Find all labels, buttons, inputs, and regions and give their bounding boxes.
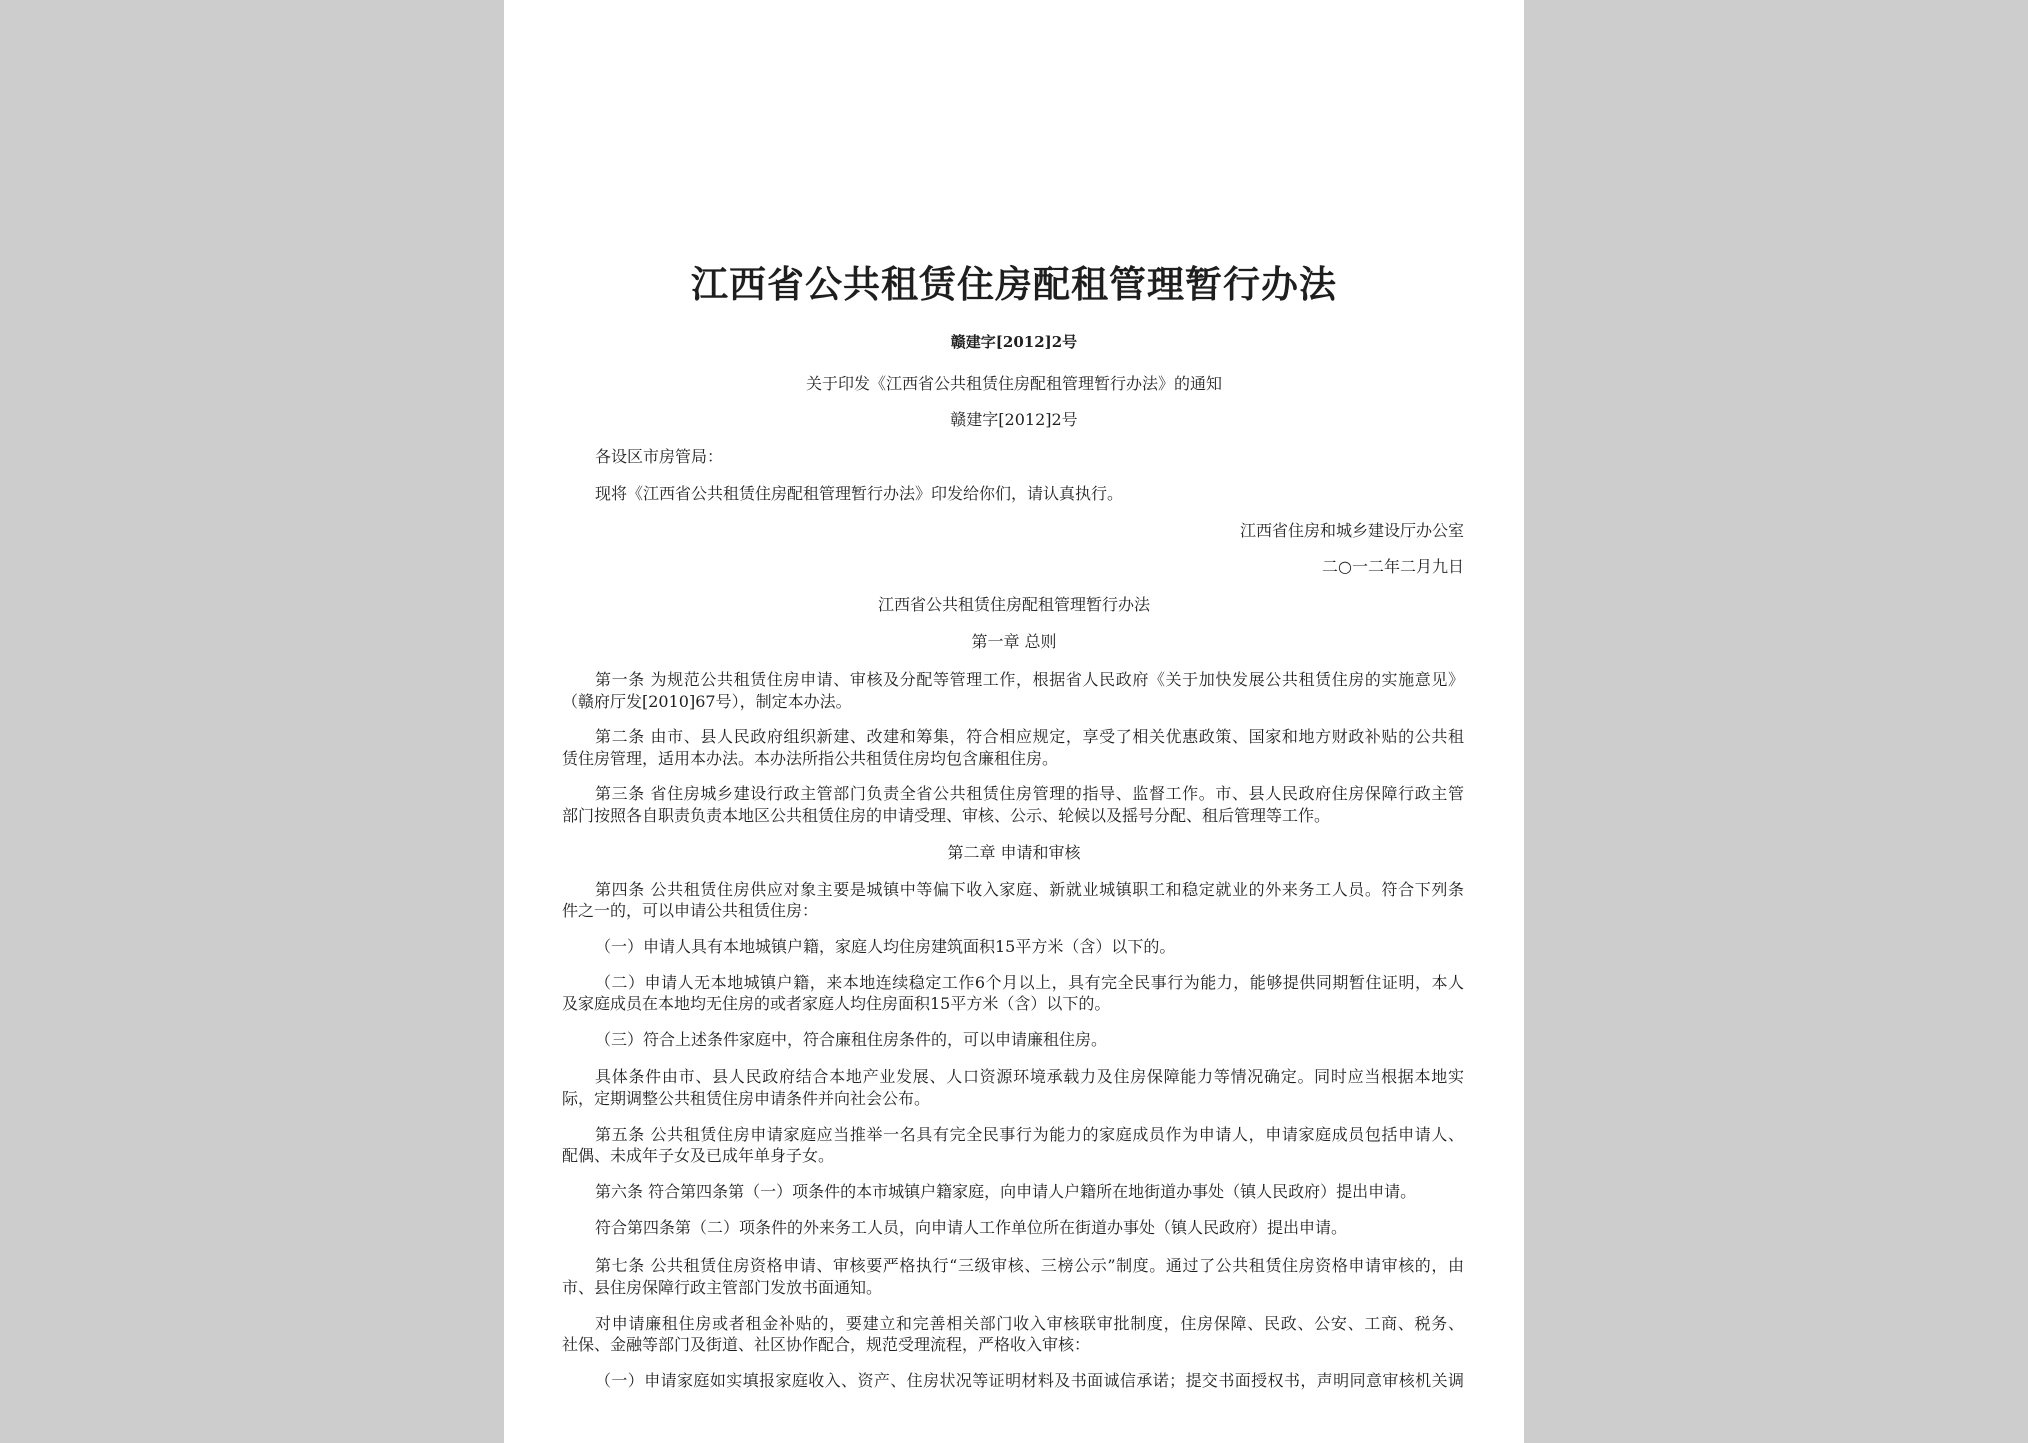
text-line: 际，定期调整公共租赁住房申请条件并向社会公布。 (562, 1089, 931, 1108)
issuer: 江西省住房和城乡建设厅办公室 (1239, 521, 1464, 540)
text-line: 部门按照各自职责负责本地区公共租赁住房的申请受理、审核、公示、轮候以及摇号分配、租后管理等工作。 (562, 806, 1331, 825)
document-title: 江西省公共租赁住房配租管理暂行办法 (691, 262, 1337, 306)
text-line: （赣府厅发[2010]67号），制定本办法。 (562, 692, 852, 711)
text-line: （一）申请家庭如实填报家庭收入、资产、住房状况等证明材料及书面诚信承诺；提交书面授权书，声明同意审核机关调 (595, 1371, 1464, 1390)
text-line: （一）申请人具有本地城镇户籍，家庭人均住房建筑面积15平方米（含）以下的。 (595, 937, 1176, 956)
document-number: 赣建字[2012]2号 (950, 333, 1078, 351)
text-line: 符合第四条第（二）项条件的外来务工人员，向申请人工作单位所在街道办事处（镇人民政府）提出申请。 (595, 1218, 1348, 1237)
rules-title: 江西省公共租赁住房配租管理暂行办法 (877, 595, 1150, 614)
text-line: 第七条 公共租赁住房资格申请、审核要严格执行“三级审核、三榜公示”制度。通过了公共租赁住房资格申请审核的，由 (595, 1256, 1464, 1275)
text-line: 及家庭成员在本地均无住房的或者家庭人均住房面积15平方米（含）以下的。 (562, 994, 1111, 1013)
chapter-heading: 第一章 总则 (971, 632, 1057, 651)
notice-number: 赣建字[2012]2号 (950, 410, 1078, 429)
text-line: 第四条 公共租赁住房供应对象主要是城镇中等偏下收入家庭、新就业城镇职工和稳定就业的外来务工人员。符合下列条 (595, 880, 1464, 899)
text-line: 第一条 为规范公共租赁住房申请、审核及分配等管理工作，根据省人民政府《关于加快发展公共租赁住房的实施意见》 (595, 670, 1464, 689)
issue-date: 二○一二年二月九日 (1322, 557, 1464, 576)
text-line: 件之一的，可以申请公共租赁住房： (562, 901, 819, 920)
text-line: 赁住房管理，适用本办法。本办法所指公共租赁住房均包含廉租住房。 (562, 749, 1059, 768)
document-page (504, 0, 1524, 1443)
text-line: 第六条 符合第四条第（一）项条件的本市城镇户籍家庭，向申请人户籍所在地街道办事处（镇人民政府）提出申请。 (595, 1182, 1417, 1201)
chapter-heading: 第二章 申请和审核 (947, 843, 1081, 862)
text-line: 第二条 由市、县人民政府组织新建、改建和筹集，符合相应规定，享受了相关优惠政策、国家和地方财政补贴的公共租 (595, 727, 1464, 746)
text-line: 第三条 省住房城乡建设行政主管部门负责全省公共租赁住房管理的指导、监督工作。市、县人民政府住房保障行政主管 (595, 784, 1464, 803)
text-line: 第五条 公共租赁住房申请家庭应当推举一名具有完全民事行为能力的家庭成员作为申请人，申请家庭成员包括申请人、 (595, 1125, 1464, 1144)
notice-title: 关于印发《江西省公共租赁住房配租管理暂行办法》的通知 (805, 374, 1222, 393)
text-line: 对申请廉租住房或者租金补贴的，要建立和完善相关部门收入审核联审批制度，住房保障、民政、公安、工商、税务、 (595, 1314, 1464, 1333)
addressee: 各设区市房管局： (595, 447, 724, 466)
notice-body: 现将《江西省公共租赁住房配租管理暂行办法》印发给你们，请认真执行。 (595, 484, 1124, 503)
text-line: （三）符合上述条件家庭中，符合廉租住房条件的，可以申请廉租住房。 (595, 1030, 1108, 1049)
text-line: （二）申请人无本地城镇户籍，来本地连续稳定工作6个月以上，具有完全民事行为能力，能够提供同期暂住证明，本人 (595, 973, 1464, 992)
text-line: 市、县住房保障行政主管部门发放书面通知。 (562, 1278, 883, 1297)
text-line: 社保、金融等部门及街道、社区协作配合，规范受理流程，严格收入审核： (562, 1335, 1091, 1354)
text-line: 具体条件由市、县人民政府结合本地产业发展、人口资源环境承载力及住房保障能力等情况确定。同时应当根据本地实 (595, 1067, 1464, 1086)
text-line: 配偶、未成年子女及已成年单身子女。 (562, 1146, 835, 1165)
